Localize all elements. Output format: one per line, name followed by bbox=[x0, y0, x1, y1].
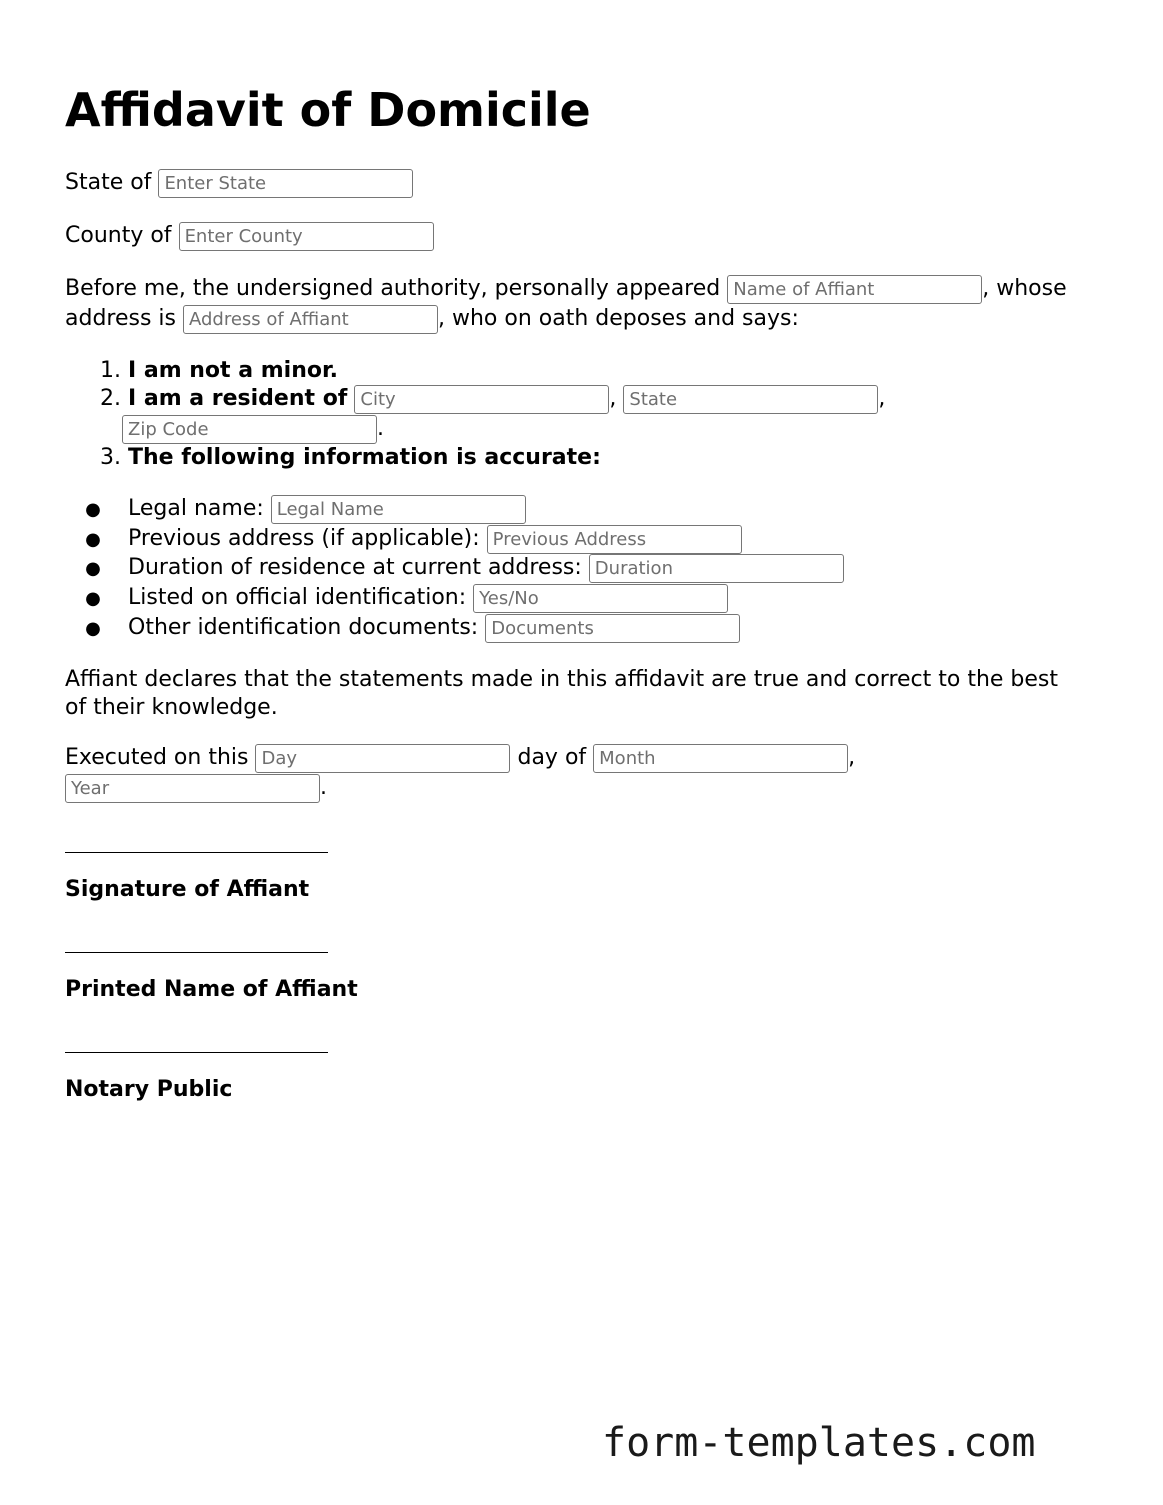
listed-on-id-input[interactable] bbox=[473, 584, 728, 613]
numbered-item-3 bbox=[65, 443, 601, 473]
bullet-item bbox=[65, 583, 728, 614]
signature-label: Signature of Affiant bbox=[65, 877, 310, 902]
bullet-icon: ● bbox=[85, 529, 101, 550]
comma: , bbox=[609, 386, 617, 411]
period: . bbox=[377, 416, 384, 441]
comma: , bbox=[848, 745, 856, 770]
zip-line bbox=[122, 414, 384, 444]
page-title: Affidavit of Domicile bbox=[65, 83, 591, 137]
executed-text-1: Executed on this bbox=[65, 745, 249, 770]
item-number: 1. bbox=[100, 358, 121, 383]
city-input[interactable] bbox=[354, 385, 609, 414]
intro-text-4: , who on oath deposes and says: bbox=[438, 306, 799, 331]
state-input[interactable] bbox=[158, 169, 413, 198]
bullet-label: Legal name: bbox=[128, 496, 264, 521]
affiant-name-input[interactable] bbox=[727, 275, 982, 304]
period: . bbox=[320, 775, 327, 800]
item-text: The following information is accurate: bbox=[128, 445, 601, 470]
comma: , bbox=[878, 386, 886, 411]
bullet-icon: ● bbox=[85, 588, 101, 609]
month-input[interactable] bbox=[593, 744, 848, 773]
bullet-item bbox=[65, 553, 844, 584]
notary-label: Notary Public bbox=[65, 1077, 233, 1102]
day-input[interactable] bbox=[255, 744, 510, 773]
intro-text-1: Before me, the undersigned authority, personally appeared bbox=[65, 276, 721, 301]
state-line bbox=[65, 168, 413, 198]
affiant-address-input[interactable] bbox=[183, 305, 438, 334]
executed-line bbox=[65, 743, 855, 773]
year-input[interactable] bbox=[65, 774, 320, 803]
item-text: I am not a minor. bbox=[128, 358, 339, 383]
bullet-item bbox=[65, 524, 742, 555]
resident-state-input[interactable] bbox=[623, 385, 878, 414]
numbered-item-1 bbox=[65, 356, 338, 386]
intro-text-2: , whose bbox=[982, 276, 1067, 301]
printed-name-label: Printed Name of Affiant bbox=[65, 977, 358, 1002]
intro-text-3: address is bbox=[65, 306, 176, 331]
bullet-label: Previous address (if applicable): bbox=[128, 526, 480, 551]
intro-line-1 bbox=[65, 274, 1067, 304]
year-line bbox=[65, 773, 327, 803]
bullet-icon: ● bbox=[85, 499, 101, 520]
executed-text-2: day of bbox=[517, 745, 587, 770]
previous-address-input[interactable] bbox=[487, 525, 742, 554]
bullet-item bbox=[65, 494, 526, 525]
declaration-line-1: Affiant declares that the statements made in this affidavit are true and correct to the best bbox=[65, 667, 1059, 692]
item-text: I am a resident of bbox=[128, 386, 348, 411]
county-label: County of bbox=[65, 223, 172, 248]
county-line bbox=[65, 221, 434, 251]
bullet-label: Duration of residence at current address: bbox=[128, 555, 582, 580]
item-number: 3. bbox=[100, 445, 121, 470]
numbered-item-2 bbox=[65, 384, 885, 414]
bullet-label: Other identification documents: bbox=[128, 615, 479, 640]
printed-name-line bbox=[65, 952, 328, 953]
zip-code-input[interactable] bbox=[122, 415, 377, 444]
state-label: State of bbox=[65, 170, 152, 195]
legal-name-input[interactable] bbox=[271, 495, 526, 524]
other-documents-input[interactable] bbox=[485, 614, 740, 643]
county-input[interactable] bbox=[179, 222, 434, 251]
signature-line bbox=[65, 852, 328, 853]
intro-line-2 bbox=[65, 304, 799, 334]
duration-input[interactable] bbox=[589, 554, 844, 583]
bullet-item bbox=[65, 613, 740, 644]
bullet-icon: ● bbox=[85, 558, 101, 579]
watermark: form-templates.com bbox=[602, 1420, 1036, 1466]
item-number: 2. bbox=[100, 386, 121, 411]
bullet-label: Listed on official identification: bbox=[128, 585, 467, 610]
declaration-line-2: of their knowledge. bbox=[65, 695, 278, 720]
notary-line bbox=[65, 1052, 328, 1053]
bullet-icon: ● bbox=[85, 618, 101, 639]
